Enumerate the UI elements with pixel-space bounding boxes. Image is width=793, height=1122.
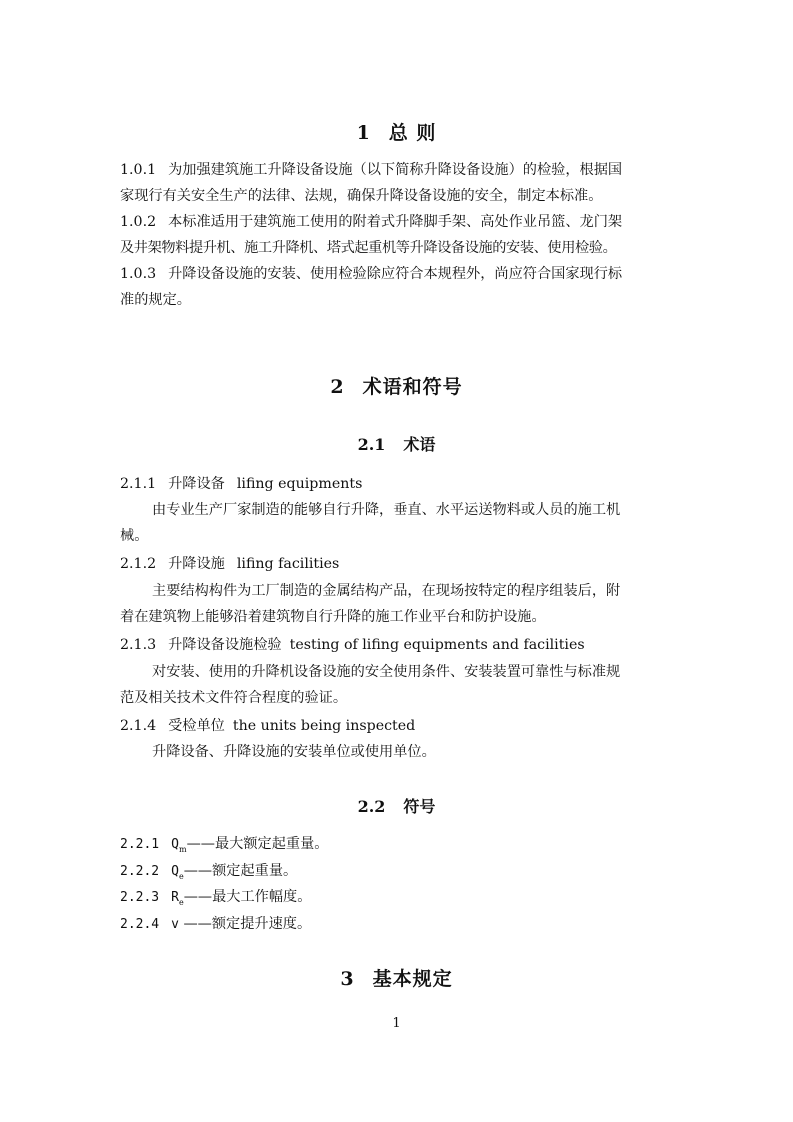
clause-1-0-3-line-2: 准的规定。 xyxy=(120,292,191,308)
symbol: R xyxy=(171,890,179,905)
term-2-1-2-definition-line-1: 主要结构构件为工厂制造的金属结构产品，在现场按特定的程序组装后，附 xyxy=(152,583,621,599)
section-number: 1 xyxy=(356,122,371,144)
clause-1-0-1-line-1 xyxy=(120,160,680,180)
term-number: 2.1.1 xyxy=(120,476,157,492)
symbol-description: ——额定起重量。 xyxy=(183,863,298,879)
symbol-row xyxy=(120,834,680,860)
clause-number: 1.0.1 xyxy=(120,162,157,178)
section-2-heading xyxy=(0,372,793,399)
symbol-description: ——额定提升速度。 xyxy=(178,916,312,932)
subsection-title: 术语 xyxy=(403,435,436,454)
clause-number: 1.0.2 xyxy=(120,214,157,230)
term-2-1-4-heading xyxy=(120,716,680,736)
clause-number: 1.0.3 xyxy=(120,266,157,282)
term-2-1-4-definition-line-1: 升降设备、升降设施的安装单位或使用单位。 xyxy=(152,744,436,760)
term-english: lifing equipments xyxy=(236,476,363,492)
term-chinese: 升降设备 xyxy=(168,476,225,492)
symbol: v xyxy=(171,917,179,932)
term-english: testing of lifing equipments and facilities xyxy=(289,637,585,653)
clause-text: 升降设备设施的安装、使用检验除应符合本规程外，尚应符合国家现行标 xyxy=(168,266,623,282)
symbol-subscript: m xyxy=(178,844,187,854)
term-2-1-3-heading xyxy=(120,635,680,655)
term-2-1-2-heading xyxy=(120,554,680,574)
clause-1-0-2-line-2: 及井架物料提升机、施工升降机、塔式起重机等升降设备设施的安装、使用检验。 xyxy=(120,240,617,256)
symbol-row xyxy=(120,914,680,935)
section-number: 3 xyxy=(340,968,355,990)
term-2-1-3-definition-line-2: 范及相关技术文件符合程度的验证。 xyxy=(120,690,348,706)
symbol: Q xyxy=(171,864,179,879)
symbol-number: 2.2.1 xyxy=(120,837,160,852)
symbol-row xyxy=(120,861,680,887)
term-number: 2.1.4 xyxy=(120,718,157,734)
term-english: the units being inspected xyxy=(232,718,416,734)
subsection-2-2-heading xyxy=(0,794,793,817)
symbol-number: 2.2.4 xyxy=(120,917,160,932)
term-chinese: 受检单位 xyxy=(168,718,225,734)
section-3-heading xyxy=(0,964,793,991)
clause-1-0-3-line-1 xyxy=(120,264,680,284)
section-title: 基本规定 xyxy=(372,968,453,990)
section-title: 术语和符号 xyxy=(362,376,463,398)
symbol: Q xyxy=(171,837,179,852)
symbol-subscript: e xyxy=(178,897,184,907)
symbol-row xyxy=(120,887,680,913)
term-chinese: 升降设备设施检验 xyxy=(168,637,282,653)
symbol-number: 2.2.2 xyxy=(120,864,160,879)
clause-text: 本标准适用于建筑施工使用的附着式升降脚手架、高处作业吊篮、龙门架 xyxy=(168,214,623,230)
section-number: 2 xyxy=(330,376,345,398)
term-2-1-2-definition-line-2: 着在建筑物上能够沿着建筑物自行升降的施工作业平台和防护设施。 xyxy=(120,609,546,625)
symbol-number: 2.2.3 xyxy=(120,890,160,905)
subsection-number: 2.2 xyxy=(357,797,386,816)
subsection-2-1-heading xyxy=(0,432,793,455)
subsection-number: 2.1 xyxy=(357,435,386,454)
term-2-1-1-heading xyxy=(120,474,680,494)
term-number: 2.1.3 xyxy=(120,637,157,653)
symbol-description: ——最大额定起重量。 xyxy=(186,836,329,852)
term-chinese: 升降设施 xyxy=(168,556,225,572)
clause-1-0-1-line-2: 家现行有关安全生产的法律、法规，确保升降设备设施的安全，制定本标准。 xyxy=(120,188,603,204)
clause-text: 为加强建筑施工升降设备设施（以下简称升降设备设施）的检验，根据国 xyxy=(168,162,623,178)
symbol-description: ——最大工作幅度。 xyxy=(183,889,312,905)
term-english: lifing facilities xyxy=(236,556,340,572)
page-number: 1 xyxy=(392,1016,401,1031)
subsection-title: 符号 xyxy=(403,797,436,816)
clause-1-0-2-line-1 xyxy=(120,212,680,232)
term-number: 2.1.2 xyxy=(120,556,157,572)
symbol-subscript: e xyxy=(178,871,184,881)
term-2-1-1-definition-line-2: 械。 xyxy=(120,528,149,544)
term-2-1-3-definition-line-1: 对安装、使用的升降机设备设施的安全使用条件、安装装置可靠性与标准规 xyxy=(152,664,621,680)
section-title: 总 则 xyxy=(388,122,437,144)
section-1-heading xyxy=(0,118,793,145)
term-2-1-1-definition-line-1: 由专业生产厂家制造的能够自行升降，垂直、水平运送物料或人员的施工机 xyxy=(152,502,621,518)
